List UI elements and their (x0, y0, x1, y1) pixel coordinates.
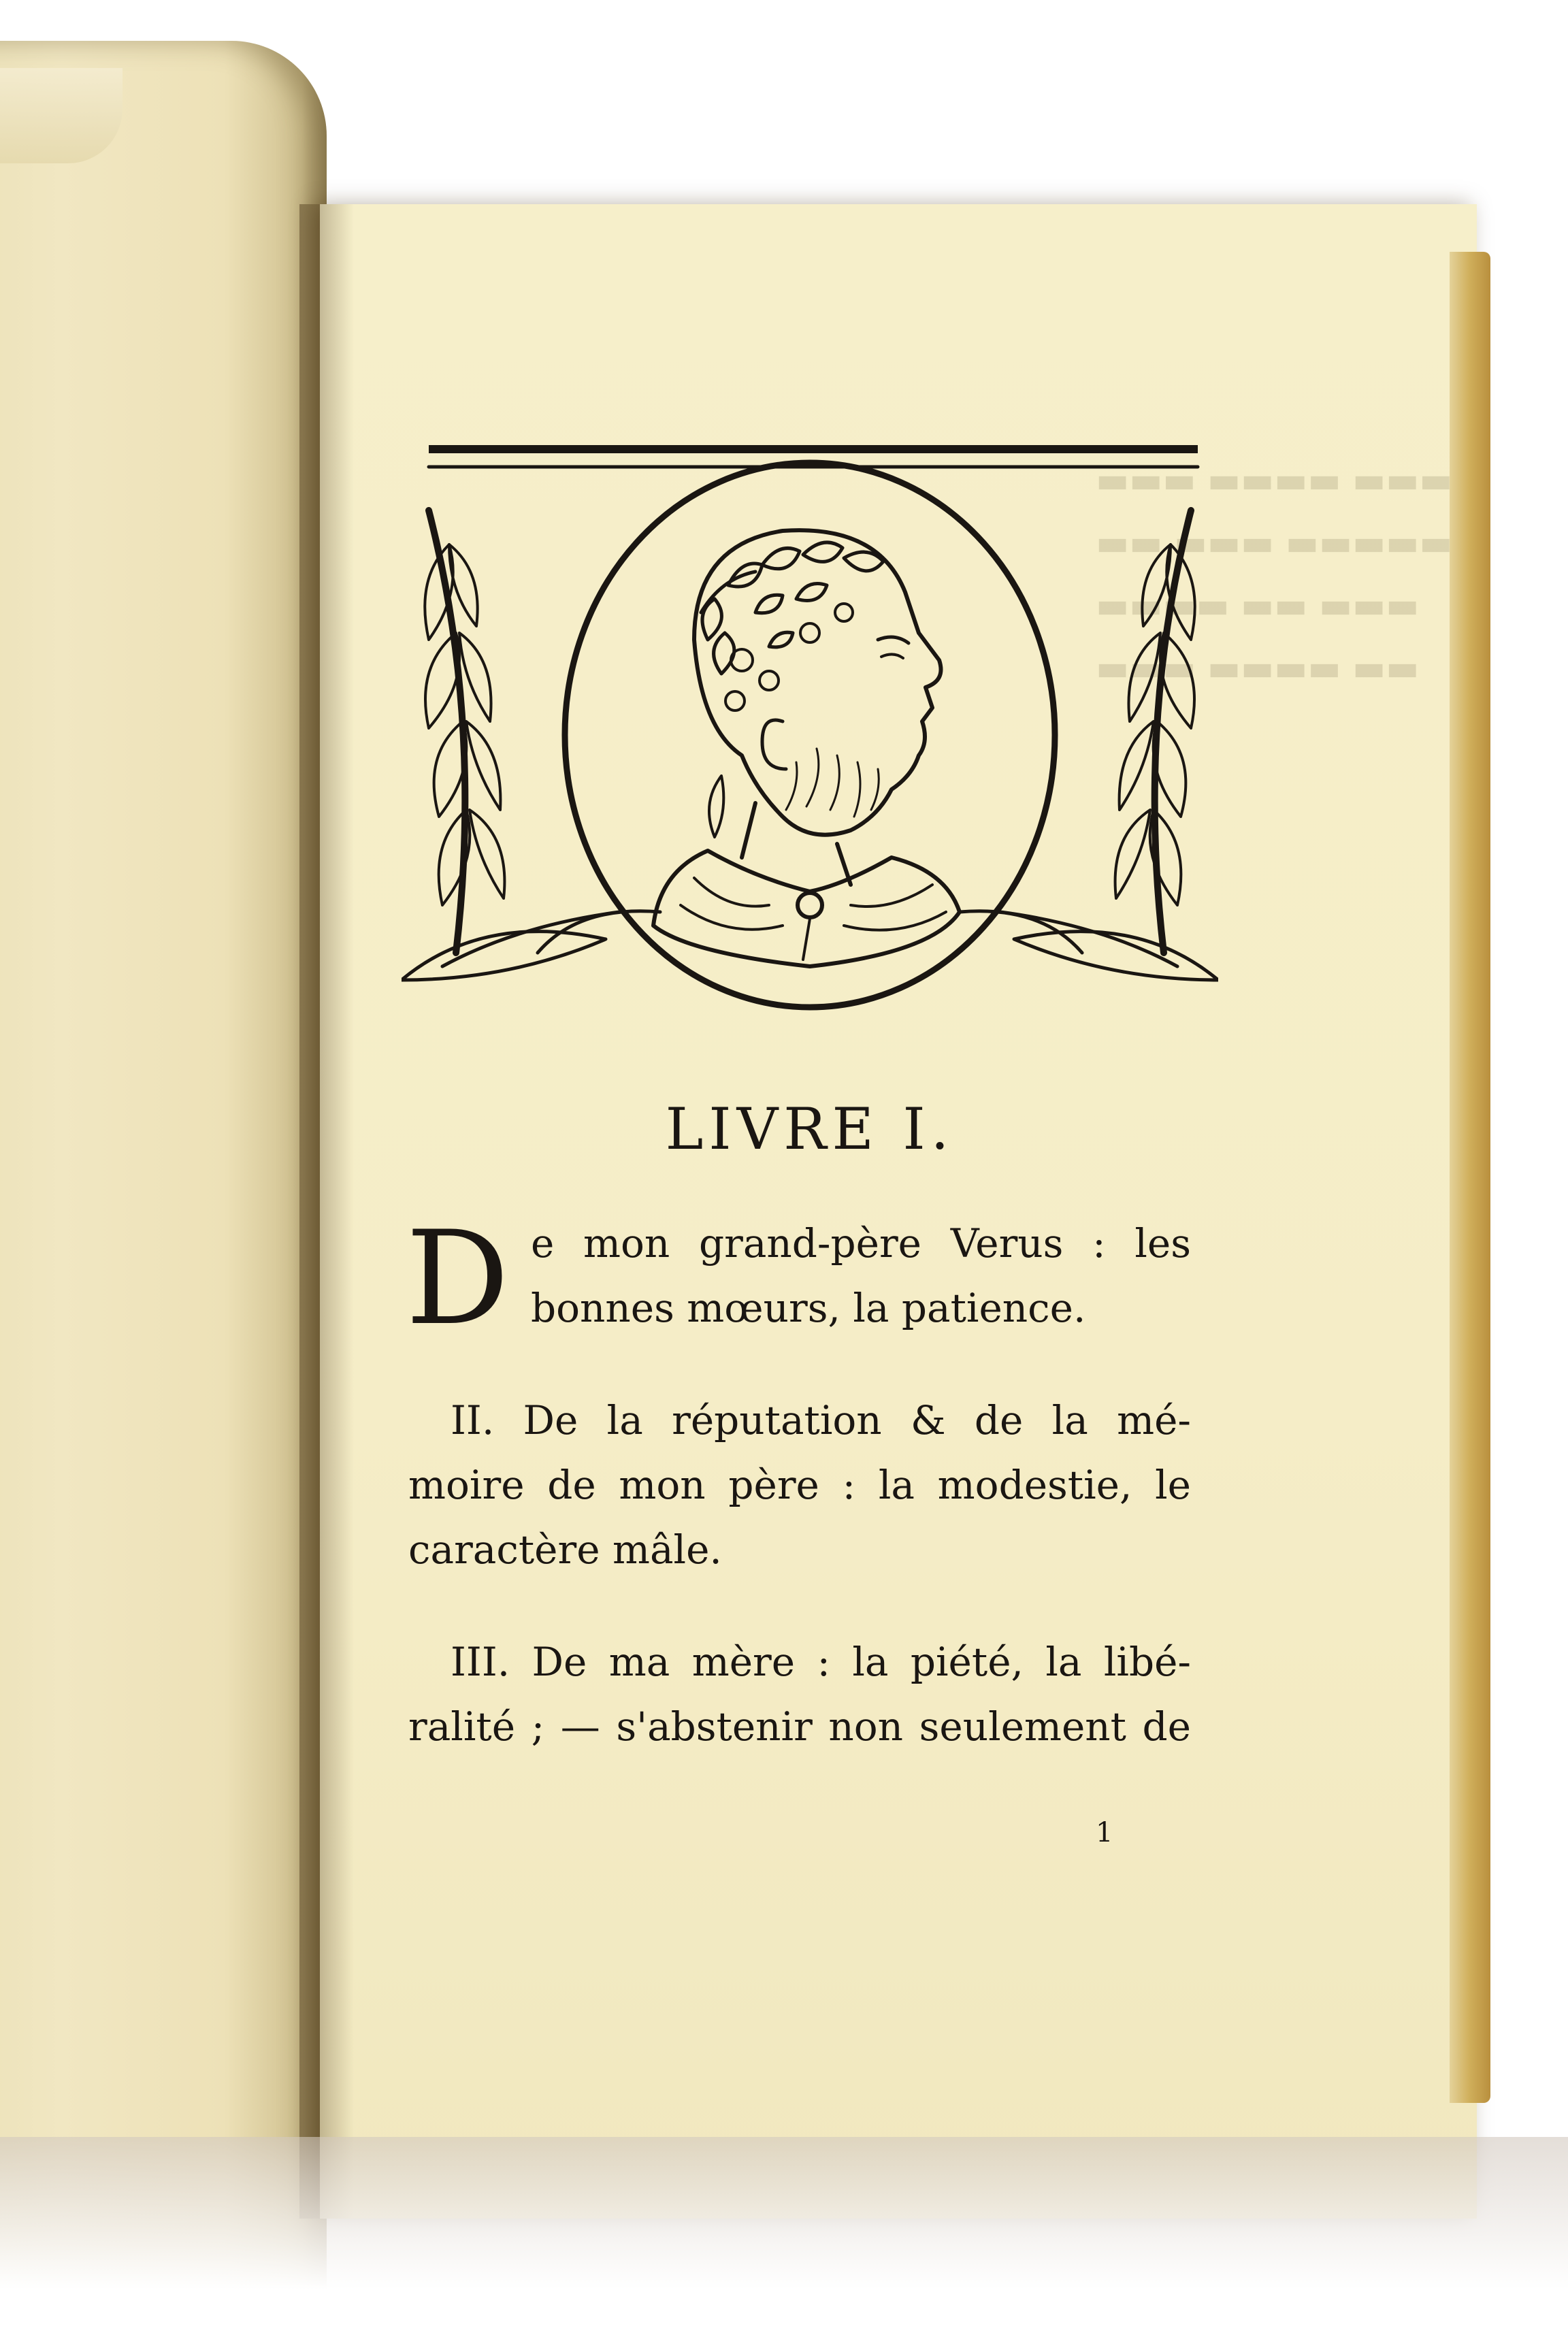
left-page (0, 41, 327, 2352)
paragraph-1-line-2: bonnes mœurs, la patience. (531, 1285, 1086, 1331)
gutter-shadow (299, 204, 354, 2219)
left-page-torn-edge (0, 68, 122, 163)
show-through-text: ▬▬▬ ▬▬▬▬ ▬▬▬ ▬▬ ▬▬▬ ▬▬▬▬▬ ▬▬▬▬ ▬▬ ▬▬▬ ▬▬▬ ▬▬▬▬ ▬▬ (1096, 460, 1453, 689)
paragraph-3-line-2: ralité ; — s'abstenir non seulement de (408, 1703, 1191, 1750)
paragraph-2-line-3: caractère mâle. (408, 1526, 722, 1573)
paragraph-1 (406, 1203, 1191, 1354)
paragraph-1-line-1: e mon grand-père Verus : les (531, 1220, 1191, 1267)
paragraph-3 (408, 1630, 1191, 1759)
page-number: 1 (1096, 1817, 1113, 1848)
table-surface (0, 2137, 1568, 2352)
chapter-title: LIVRE I. (665, 1096, 955, 1162)
body-text (406, 1203, 1191, 1759)
laureate-portrait-medallion-icon (402, 436, 1218, 1062)
paragraph-3-line-1: III. De ma mère : la piété, la libé- (451, 1639, 1191, 1685)
paragraph-2-line-2: moire de mon père : la modestie, le (408, 1462, 1191, 1508)
paragraph-2 (408, 1388, 1191, 1582)
paragraph-2-line-1: II. De la réputation & de la mé- (451, 1397, 1191, 1443)
drop-cap: D (406, 1203, 510, 1354)
